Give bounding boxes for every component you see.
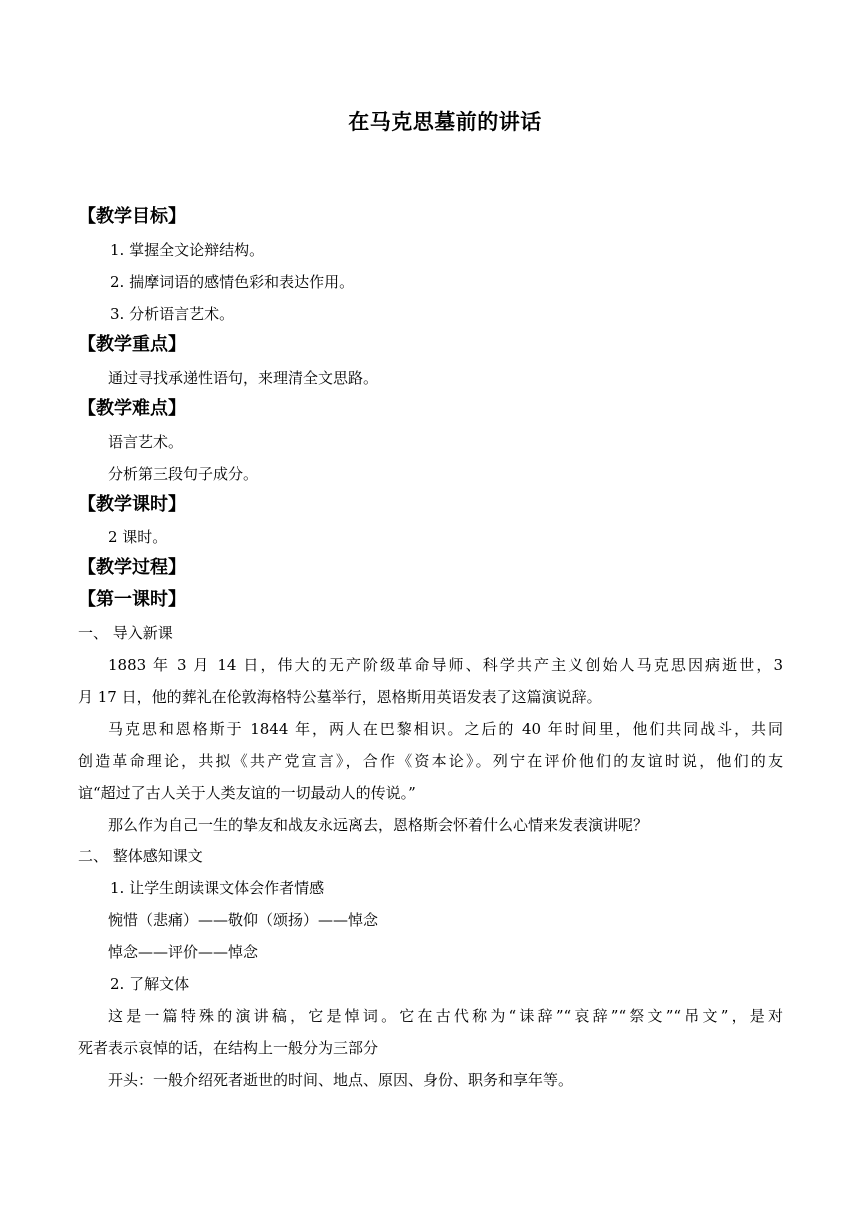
paragraph-line: 创造革命理论，共拟《共产党宣言》，合作《资本论》。列宁在评价他们的友谊时说，他们的友 xyxy=(78,752,783,770)
paragraph-line: 谊“超过了古人关于人类友谊的一切最动人的传说。” xyxy=(78,784,416,802)
paragraph-line: 1883 年 3 月 14 日，伟大的无产阶级革命导师、科学共产主义创始人马克思因病逝世，3 xyxy=(108,656,783,674)
section-heading-key-points: 【教学重点】 xyxy=(78,334,186,355)
document-title: 在马克思墓前的讲话 xyxy=(348,110,542,134)
section-heading-difficulties: 【教学难点】 xyxy=(78,398,186,419)
part-heading-introduction: 一、 导入新课 xyxy=(78,624,173,642)
hours-text: 2 课时。 xyxy=(108,528,168,546)
overview-item: 2. 了解文体 xyxy=(110,975,190,993)
key-points-text: 通过寻找承递性语句，来理清全文思路。 xyxy=(108,369,379,387)
difficulties-line: 分析第三段句子成分。 xyxy=(108,465,259,483)
paragraph-line: 开头：一般介绍死者逝世的时间、地点、原因、身份、职务和享年等。 xyxy=(108,1071,574,1089)
emotion-flow-line: 惋惜（悲痛）——敬仰（颂扬）——悼念 xyxy=(108,911,379,929)
difficulties-line: 语言艺术。 xyxy=(108,433,184,451)
paragraph-line: 这是一篇特殊的演讲稿，它是悼词。它在古代称为“诔辞”“哀辞”“祭文”“吊文”，是对 xyxy=(108,1007,783,1025)
paragraph-line: 死者表示哀悼的话，在结构上一般分为三部分 xyxy=(78,1039,379,1057)
objective-item: 3. 分析语言艺术。 xyxy=(110,305,235,323)
section-heading-hours: 【教学课时】 xyxy=(78,494,186,515)
section-heading-objectives: 【教学目标】 xyxy=(78,206,186,227)
paragraph-line: 月 17 日，他的葬礼在伦敦海格特公墓举行，恩格斯用英语发表了这篇演说辞。 xyxy=(78,688,602,706)
objective-item: 2. 揣摩词语的感情色彩和表达作用。 xyxy=(110,273,355,291)
objective-item: 1. 掌握全文论辩结构。 xyxy=(110,241,265,259)
paragraph-line: 马克思和恩格斯于 1844 年，两人在巴黎相识。之后的 40 年时间里，他们共同战斗，共同 xyxy=(108,720,783,738)
paragraph-line: 那么作为自己一生的挚友和战友永远离去，恩格斯会怀着什么心情来发表演讲呢？ xyxy=(108,816,649,834)
section-heading-process: 【教学过程】 xyxy=(78,557,186,578)
emotion-flow-line: 悼念——评价——悼念 xyxy=(108,943,259,961)
overview-item: 1. 让学生朗读课文体会作者情感 xyxy=(110,879,325,897)
section-heading-first-lesson: 【第一课时】 xyxy=(78,589,186,610)
part-heading-overview: 二、 整体感知课文 xyxy=(78,847,203,865)
